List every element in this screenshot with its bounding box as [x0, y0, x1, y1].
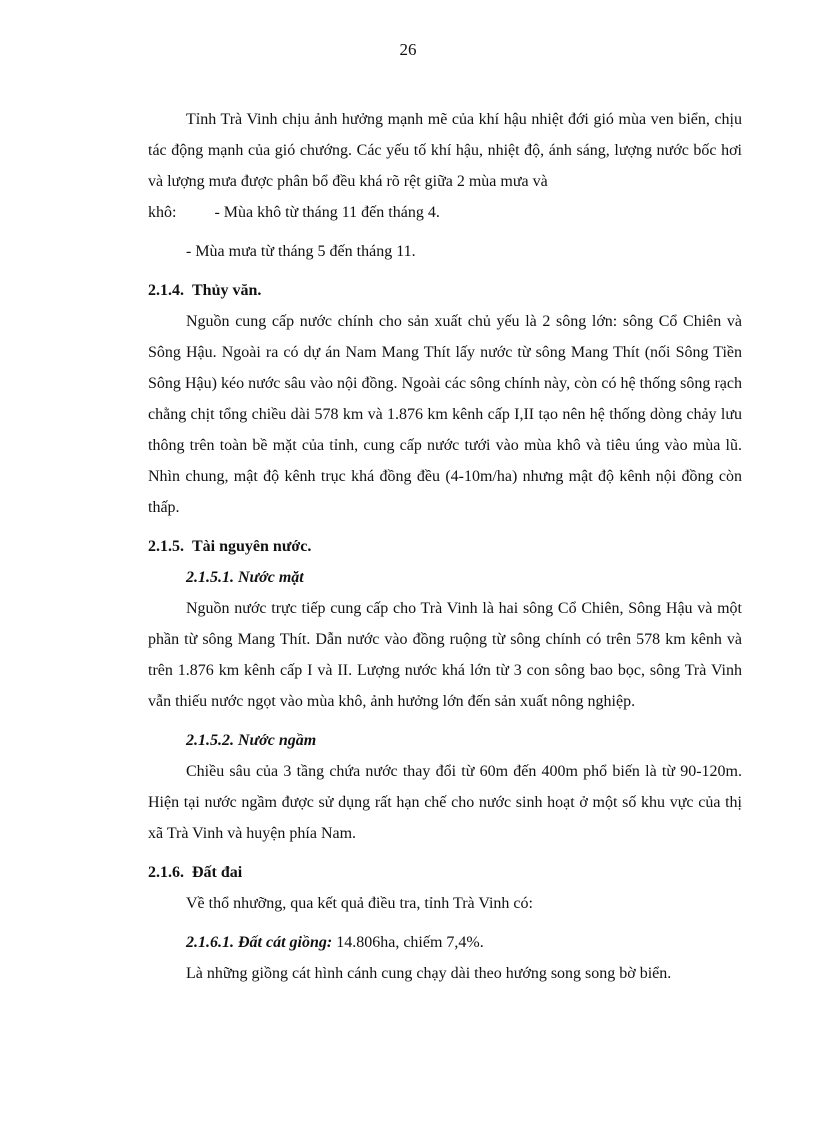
section-number: 2.1.4. — [148, 282, 184, 299]
section-heading-2-1-6 — [148, 857, 742, 888]
groundwater-paragraph: Chiều sâu của 3 tầng chứa nước thay đổi từ 60m đến 400m phổ biến là từ 90-120m. Hiện tại nước ngầm được sử dụng rất hạn chế cho nước sinh hoạt ở một số khu vực của thị xã Trà Vinh và huyện phía Nam. — [148, 763, 742, 842]
subsection-heading-groundwater: 2.1.5.2. Nước ngầm — [186, 732, 317, 749]
sandy-ridge-line — [148, 927, 742, 958]
rainy-season-text: - Mùa mưa từ tháng 5 đến tháng 11. — [186, 243, 416, 260]
sandy-ridge-heading: 2.1.6.1. Đất cát giồng: — [186, 934, 333, 951]
page-number: 26 — [399, 40, 417, 59]
section-heading-2-1-5 — [148, 531, 742, 562]
subsection-heading-surface-water: 2.1.5.1. Nước mặt — [186, 569, 304, 586]
section-title: Thủy văn. — [192, 282, 262, 299]
section-number: 2.1.6. — [148, 864, 184, 881]
sandy-ridge-value: 14.806ha, chiếm 7,4%. — [332, 934, 484, 951]
dry-season-line — [148, 197, 742, 228]
section-number: 2.1.5. — [148, 538, 184, 555]
section-title: Tài nguyên nước. — [192, 538, 312, 555]
surface-water-paragraph: Nguồn nước trực tiếp cung cấp cho Trà Vinh là hai sông Cổ Chiên, Sông Hậu và một phần từ sông Mang Thít. Dẫn nước vào đồng ruộng từ sông chính có trên 578 km kênh và trên 1.876 km kênh cấp I và II. Lượng nước khá lớn từ 3 con sông bao bọc, sông Trà Vinh vẫn thiếu nước ngọt vào mùa khô, ảnh hưởng lớn đến sản xuất nông nghiệp. — [148, 600, 742, 710]
section-heading-2-1-4 — [148, 275, 742, 306]
soil-intro-paragraph: Về thổ nhưỡng, qua kết quả điều tra, tỉnh Trà Vinh có: — [186, 895, 533, 912]
sandy-ridge-description: Là những giồng cát hình cánh cung chạy dài theo hướng song song bờ biển. — [186, 965, 672, 982]
intro-paragraph: Tỉnh Trà Vinh chịu ảnh hưởng mạnh mẽ của khí hậu nhiệt đới gió mùa ven biển, chịu tác động mạnh của gió chướng. Các yếu tố khí hậu, nhiệt độ, ánh sáng, lượng nước bốc hơi và lượng mưa được phân bổ đều khá rõ rệt giữa 2 mùa mưa và — [148, 111, 742, 190]
dry-season-text: - Mùa khô từ tháng 11 đến tháng 4. — [214, 204, 440, 221]
kho-label: khô: — [148, 204, 177, 221]
hydrology-paragraph: Nguồn cung cấp nước chính cho sản xuất chủ yếu là 2 sông lớn: sông Cổ Chiên và Sông Hậu. Ngoài ra có dự án Nam Mang Thít lấy nước từ sông Mang Thít (nối Sông Tiền Sông Hậu) kéo nước sâu vào nội đồng. Ngoài các sông chính này, còn có hệ thống sông rạch chằng chịt tổng chiều dài 578 km và 1.876 km kênh cấp I,II tạo nên hệ thống dòng chảy lưu thông trên toàn bề mặt của tỉnh, cung cấp nước tưới vào mùa khô và tiêu úng vào mùa lũ. Nhìn chung, mật độ kênh trục khá đồng đều (4-10m/ha) nhưng mật độ kênh nội đồng còn thấp. — [148, 313, 742, 516]
page-content — [148, 104, 742, 989]
section-title: Đất đai — [192, 864, 243, 881]
